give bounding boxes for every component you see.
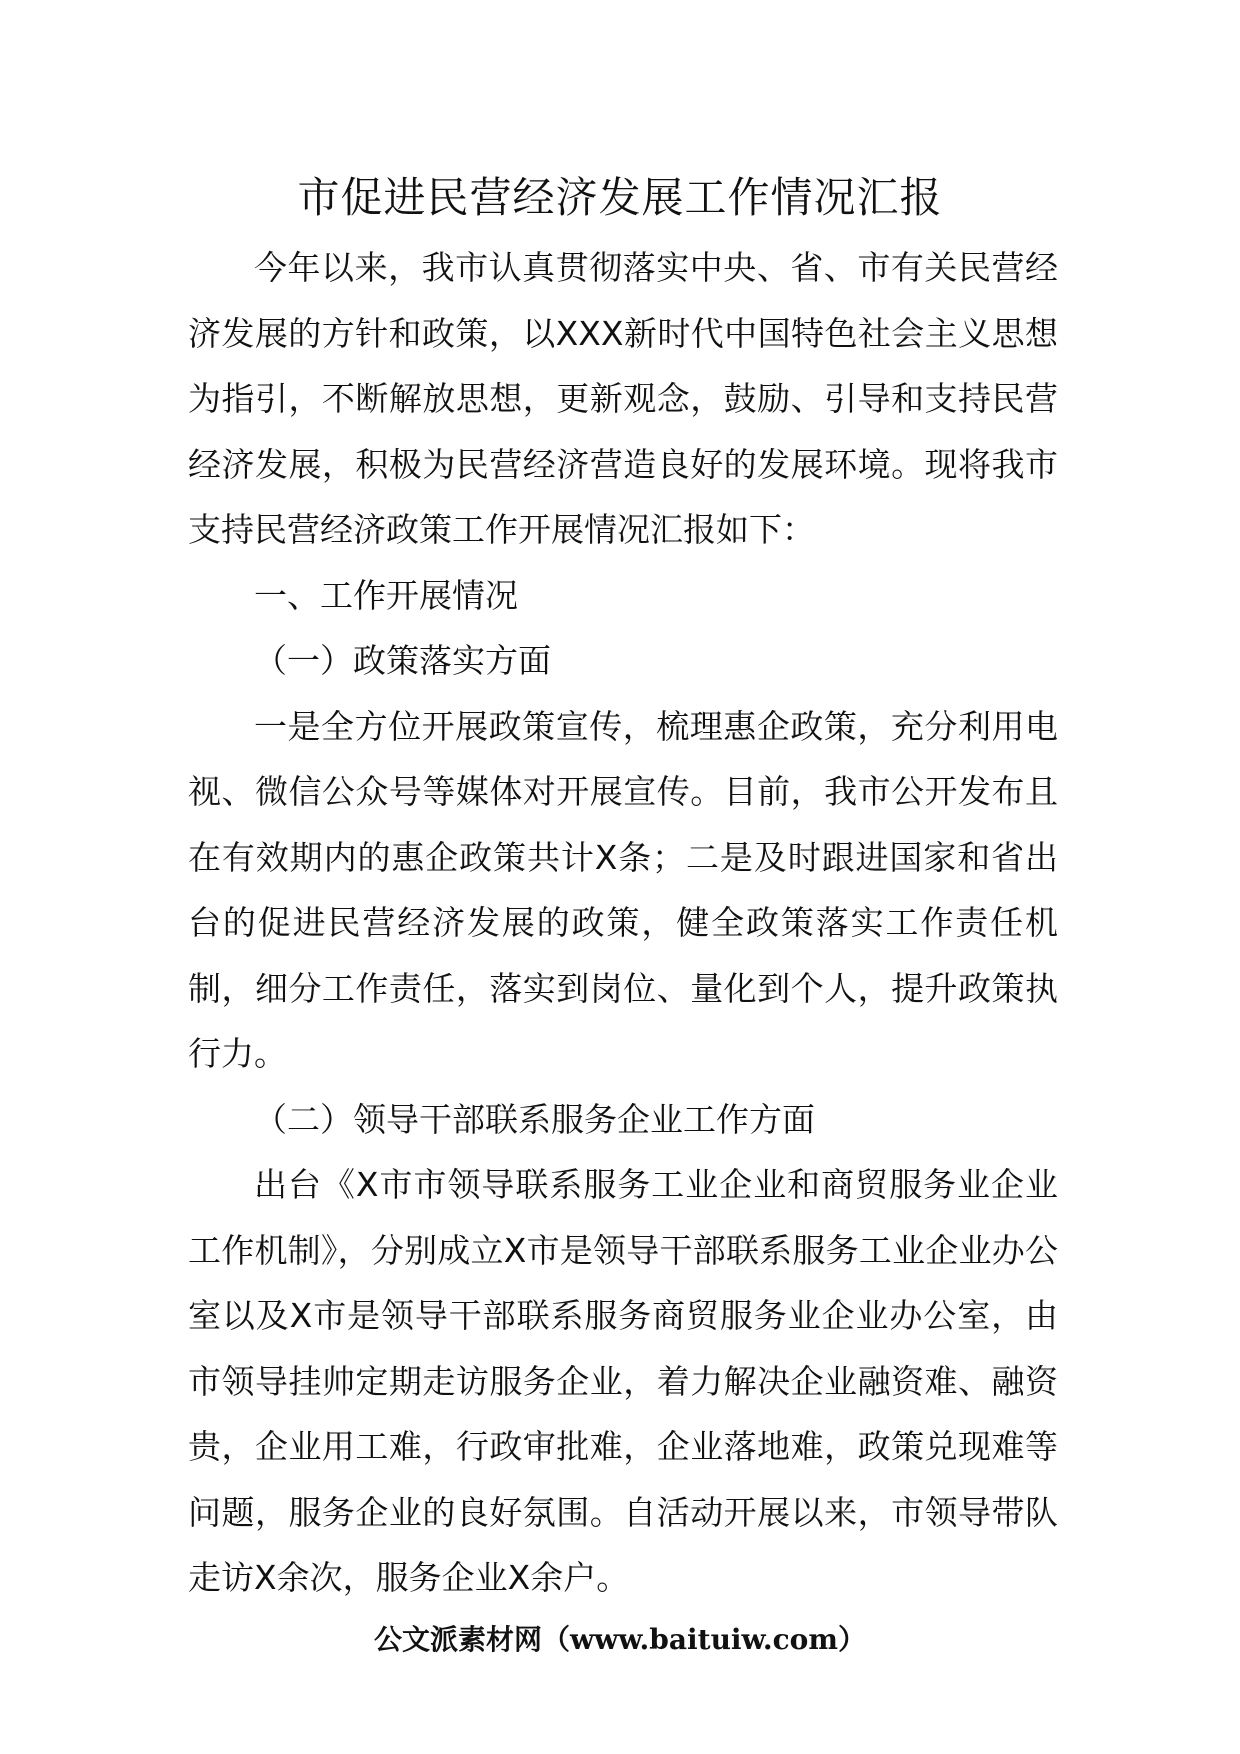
footer-watermark: 公文派素材网（www.baituiw.com）	[374, 1623, 866, 1656]
subsection-heading-2: （二）领导干部联系服务企业工作方面	[254, 1099, 815, 1139]
section-heading-1: 一、工作开展情况	[254, 575, 518, 615]
intro-paragraph: 今年以来，我市认真贯彻落实中央、省、市有关民营经济发展的方针和政策，以XXX新时代中国特色社会主义思想为指引，不断解放思想，更新观念，鼓励、引导和支持民营经济发展，积极为民营经济营造良好的发展环境。现将我市支持民营经济政策工作开展情况汇报如下：	[188, 248, 1058, 549]
subsection-heading-1: （一）政策落实方面	[254, 641, 551, 680]
document-title: 市促进民营经济发展工作情况汇报	[297, 173, 943, 222]
policy-paragraph: 一是全方位开展政策宣传，梳理惠企政策，充分利用电视、微信公众号等媒体对开展宣传。目前，我市公开发布且在有效期内的惠企政策共计X条；二是及时跟进国家和省出台的促进民营经济发展的政策，健全政策落实工作责任机制，细分工作责任，落实到岗位、量化到个人，提升政策执行力。	[188, 706, 1058, 1073]
document-body	[188, 235, 1058, 1611]
service-paragraph: 出台《X市市领导联系服务工业企业和商贸服务业企业工作机制》，分别成立X市是领导干部联系服务工业企业办公室以及X市是领导干部联系服务商贸服务业企业办公室，由市领导挂帅定期走访服务企业，着力解决企业融资难、融资贵，企业用工难，行政审批难，企业落地难，政策兑现难等问题，服务企业的良好氛围。自活动开展以来，市领导带队走访X余次，服务企业X余户。	[188, 1165, 1058, 1597]
